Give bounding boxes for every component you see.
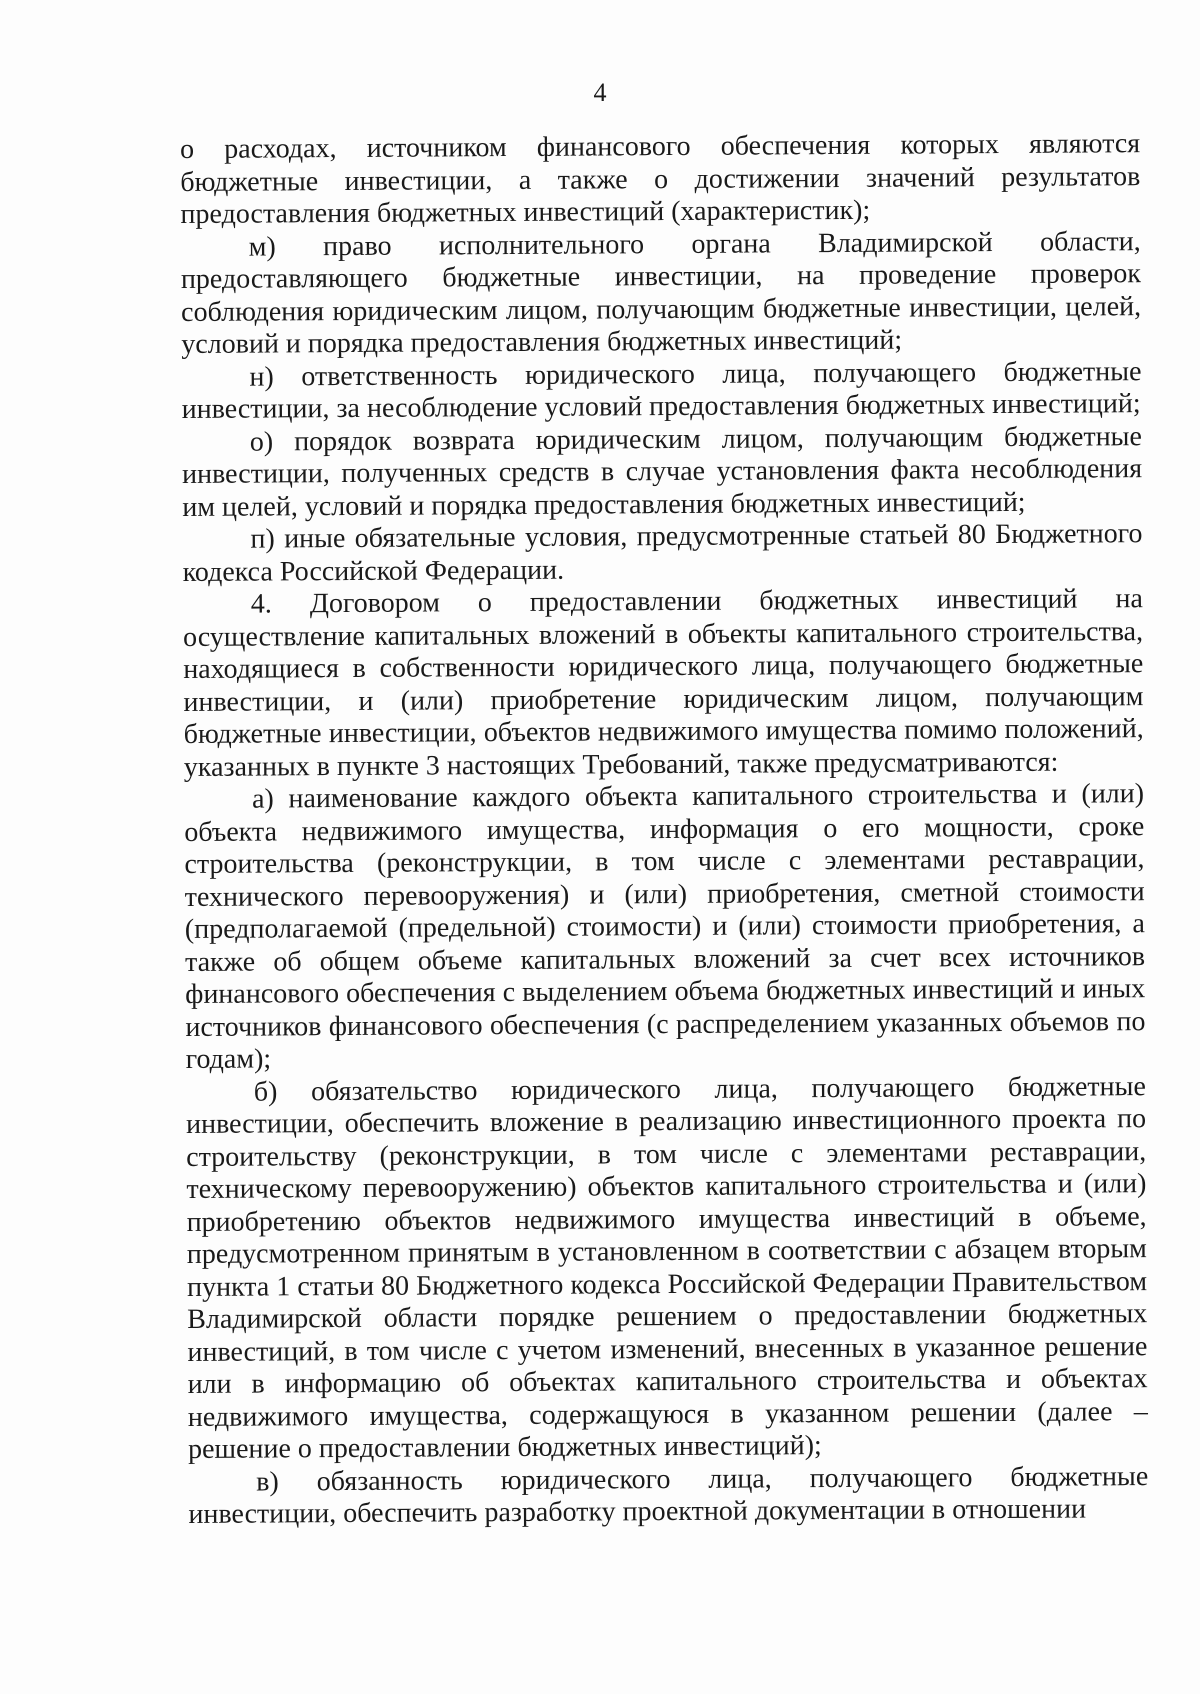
paragraph-item-o: о) порядок возврата юридическим лицом, получающим бюджетные инвестиции, полученных средств в случае установления факта несоблюдения им целей, условий и порядка предоставления бюджетных инвестиций; <box>181 420 1143 523</box>
paragraph-continuation: о расходах, источником финансового обеспечения которых являются бюджетные инвестиции, а также о достижении значений результатов предоставления бюджетных инвестиций (характеристик); <box>180 128 1141 230</box>
paragraph-item-n: н) ответственность юридического лица, получающего бюджетные инвестиции, за несоблюдение условий предоставления бюджетных инвестиций; <box>181 355 1142 425</box>
paragraph-item-a: а) наименование каждого объекта капитального строительства и (или) объекта недвижимого имущества, информация о его мощности, сроке строительства (реконструкции, в том числе с элементами реставрации, технического перевооружения) и (или) приобретения, сметной стоимости (предполагаемой (предельной) стоимости) и (или) стоимости приобретения, а также об общем объеме капитальных вложений за счет всех источников финансового обеспечения с выделением объема бюджетных инвестиций и иных источников финансового обеспечения (с распределением указанных объемов по годам); <box>184 778 1146 1075</box>
page-number: 4 <box>593 78 607 107</box>
paragraph-item-m: м) право исполнительного органа Владимирской области, предоставляющего бюджетные инвестиции, на проведение проверок соблюдения юридическим лицом, получающим бюджетные инвестиции, целей, условий и порядка предоставления бюджетных инвестиций; <box>180 225 1142 360</box>
paragraph-item-p: п) иные обязательные условия, предусмотренные статьей 80 Бюджетного кодекса Российской Федерации. <box>182 518 1143 588</box>
paragraph-item-b: б) обязательство юридического лица, получающего бюджетные инвестиции, обеспечить вложение в реализацию инвестиционного проекта по строительству (реконструкции, в том числе с элементами реставрации, техническому перевооружению) объектов капитального строительства и (или) приобретению объектов недвижимого имущества инвестиций в объеме, предусмотренном принятым в установленном в соответствии с абзацем вторым пункта 1 статьи 80 Бюджетного кодекса Российской Федерации Правительством Владимирской области порядке решением о предоставлении бюджетных инвестиций, в том числе с учетом изменений, внесенных в указанное решение или в информацию об объектах капитального строительства и объектах недвижимого имущества, содержащуюся в указанном решении (далее – решение о предоставлении бюджетных инвестиций); <box>185 1070 1148 1465</box>
paragraph-item-v: в) обязанность юридического лица, получающего бюджетные инвестиции, обеспечить разработку проектной документации в отношении <box>188 1460 1149 1530</box>
paragraph-clause-4: 4. Договором о предоставлении бюджетных инвестиций на осуществление капитальных вложений в объекты капитального строительства, находящиеся в собственности юридического лица, получающего бюджетные инвестиции, и (или) приобретение юридическим лицом, получающим бюджетные инвестиции, объектов недвижимого имущества помимо положений, указанных в пункте 3 настоящих Требований, также предусматриваются: <box>182 583 1144 783</box>
document-body <box>180 128 1149 1531</box>
